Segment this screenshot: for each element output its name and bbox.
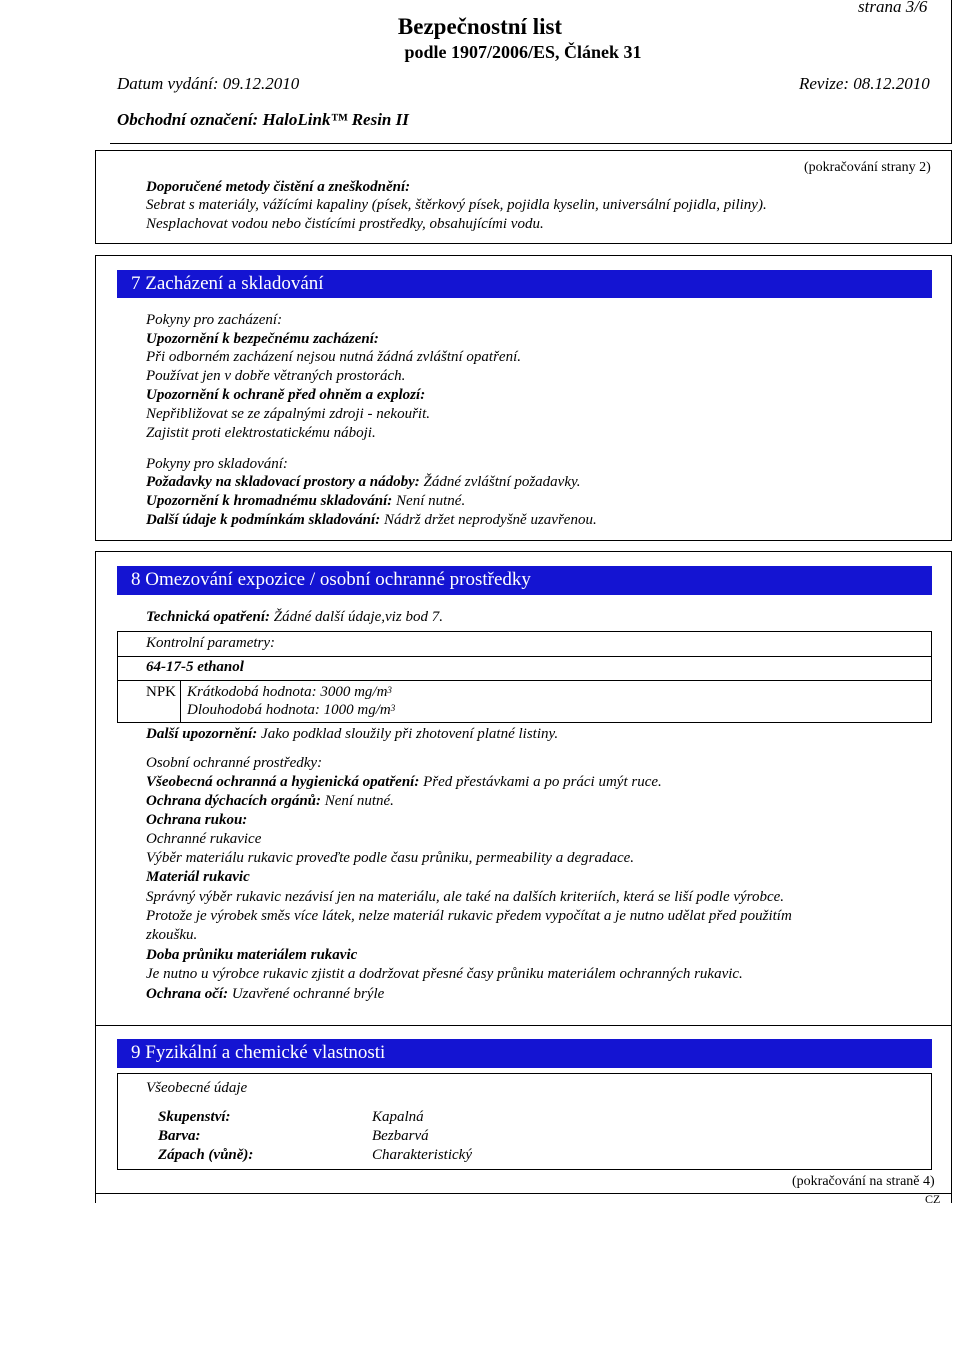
long-term-text: Dlouhodobá hodnota: 1000 mg/m: [187, 702, 391, 718]
footer-rule: [95, 1193, 952, 1194]
section-7-title: 7 Zacházení a skladování: [131, 273, 324, 294]
hygiene-measures-label: Všeobecná ochranná a hygienická opatření:: [146, 774, 420, 790]
cleanup-line-1: Sebrat s materiály, vážícími kapaliny (písek, štěrkový písek, pojidla kyselin, universální pojidla, piliny).: [146, 197, 767, 213]
document-title: Bezpečnostní list: [397, 14, 563, 39]
handling-heading: Pokyny pro zacházení:: [146, 312, 283, 328]
additional-info: [146, 725, 558, 744]
hand-protection-1: Ochranné rukavice: [146, 831, 262, 847]
colour-value: Bezbarvá: [372, 1128, 429, 1144]
revision-date: Revize: 08.12.2010: [799, 74, 930, 93]
storage-requirements-label: Požadavky na skladovací prostory a nádoby:: [146, 474, 420, 490]
short-term-exponent: 3: [387, 685, 392, 695]
issue-date: Datum vydání: 09.12.2010: [117, 74, 300, 93]
fire-protection-2: Zajistit proti elektrostatickému náboji.: [146, 425, 376, 441]
cleanup-line-2: Nesplachovat vodou nebo čistícími prostředky, obsahujícími vodu.: [146, 216, 544, 232]
further-storage-value: Nádrž držet neprodyšně uzavřenou.: [383, 512, 597, 528]
further-storage: [146, 511, 597, 530]
trade-name: Obchodní označení: HaloLink™ Resin II: [117, 110, 409, 129]
section-9-title-bar: [117, 1039, 932, 1068]
cleanup-heading: Doporučené metody čistění a zneškodnění:: [146, 179, 411, 195]
respiratory-protection-value: Není nutné.: [324, 793, 394, 809]
ppe-heading: Osobní ochranné prostředky:: [146, 755, 323, 771]
continued-from-note: (pokračování strany 2): [804, 160, 931, 175]
glove-material-3: zkoušku.: [146, 927, 198, 943]
safe-handling-2: Používat jen v dobře větraných prostorách.: [146, 368, 406, 384]
form-value: Kapalná: [372, 1109, 424, 1125]
common-storage-value: Není nutné.: [396, 493, 466, 509]
penetration-time-label: Doba průniku materiálem rukavic: [146, 947, 358, 963]
hand-protection-2: Výběr materiálu rukavic proveďte podle času průniku, permeability a degradace.: [146, 850, 635, 866]
page-number: strana 3/6: [858, 0, 928, 16]
language-code: CZ: [925, 1192, 941, 1206]
eye-protection-label: Ochrana očí:: [146, 986, 229, 1002]
hygiene-measures: [146, 773, 662, 792]
glove-material-2: Protože je výrobek směs více látek, nelze materiál rukavic předem vypočítat a je nutno udělat před použitím: [146, 908, 792, 924]
short-term-text: Krátkodobá hodnota: 3000 mg/m: [187, 684, 388, 700]
header-rule: [110, 143, 952, 144]
form-label: Skupenství:: [158, 1109, 231, 1125]
additional-info-label: Další upozornění:: [146, 726, 258, 742]
storage-requirements: [146, 473, 581, 492]
safe-handling-label: Upozornění k bezpečnému zacházení:: [146, 331, 379, 347]
common-storage: [146, 492, 465, 511]
fire-protection-label: Upozornění k ochraně před ohněm a explozí:: [146, 387, 426, 403]
control-parameters-divider: [117, 656, 932, 657]
common-storage-label: Upozornění k hromadnému skladování:: [146, 493, 393, 509]
long-term-exponent: 3: [390, 703, 396, 713]
hand-protection-label: Ochrana rukou:: [146, 812, 248, 828]
substance-name: 64-17-5 ethanol: [146, 659, 244, 675]
short-term-value: [187, 683, 392, 702]
storage-requirements-value: Žádné zvláštní požadavky.: [423, 474, 581, 490]
substance-divider: [117, 680, 932, 681]
section-7-title-bar: [117, 270, 932, 298]
technical-measures: [146, 608, 443, 627]
respiratory-protection-label: Ochrana dýchacích orgánů:: [146, 793, 322, 809]
respiratory-protection: [146, 792, 394, 811]
colour-label: Barva:: [158, 1128, 201, 1144]
eye-protection: [146, 985, 384, 1004]
penetration-time-value: Je nutno u výrobce rukavic zjistit a dodržovat přesné časy průniku materiálem ochranných rukavic.: [146, 966, 743, 982]
additional-info-value: Jako podklad sloužily při zhotovení platné listiny.: [261, 726, 559, 742]
odour-value: Charakteristický: [372, 1147, 472, 1163]
technical-measures-label: Technická opatření:: [146, 609, 271, 625]
section-8-title-bar: [117, 566, 932, 595]
fire-protection-1: Nepřibližovat se ze zápalnými zdroji - nekouřit.: [146, 406, 431, 422]
section-8-title: 8 Omezování expozice / osobní ochranné prostředky: [131, 569, 531, 590]
continued-on-note: (pokračování na straně 4): [792, 1174, 935, 1189]
safe-handling-1: Při odborném zacházení nejsou nutná žádná zvláštní opatření.: [146, 349, 521, 365]
control-parameters-heading: Kontrolní parametry:: [146, 635, 276, 651]
technical-measures-value: Žádné další údaje,viz bod 7.: [273, 609, 443, 625]
hygiene-measures-value: Před přestávkami a po práci umýt ruce.: [423, 774, 662, 790]
section-9-title: 9 Fyzikální a chemické vlastnosti: [131, 1042, 386, 1063]
long-term-value: [187, 701, 395, 720]
glove-material-1: Správný výběr rukavic nezávisí jen na materiálu, ale také na dalších kriteriích, která se liší podle výrobce.: [146, 889, 785, 905]
npk-divider: [180, 680, 181, 723]
storage-heading: Pokyny pro skladování:: [146, 456, 288, 472]
npk-label: NPK: [146, 684, 177, 700]
header-right-rule: [951, 0, 952, 143]
glove-material-label: Materiál rukavic: [146, 869, 250, 885]
document-subtitle: podle 1907/2006/ES, Článek 31: [404, 42, 642, 62]
eye-protection-value: Uzavřené ochranné brýle: [231, 986, 385, 1002]
further-storage-label: Další údaje k podmínkám skladování:: [146, 512, 381, 528]
general-info-heading: Všeobecné údaje: [146, 1080, 248, 1096]
odour-label: Zápach (vůně):: [158, 1147, 254, 1163]
